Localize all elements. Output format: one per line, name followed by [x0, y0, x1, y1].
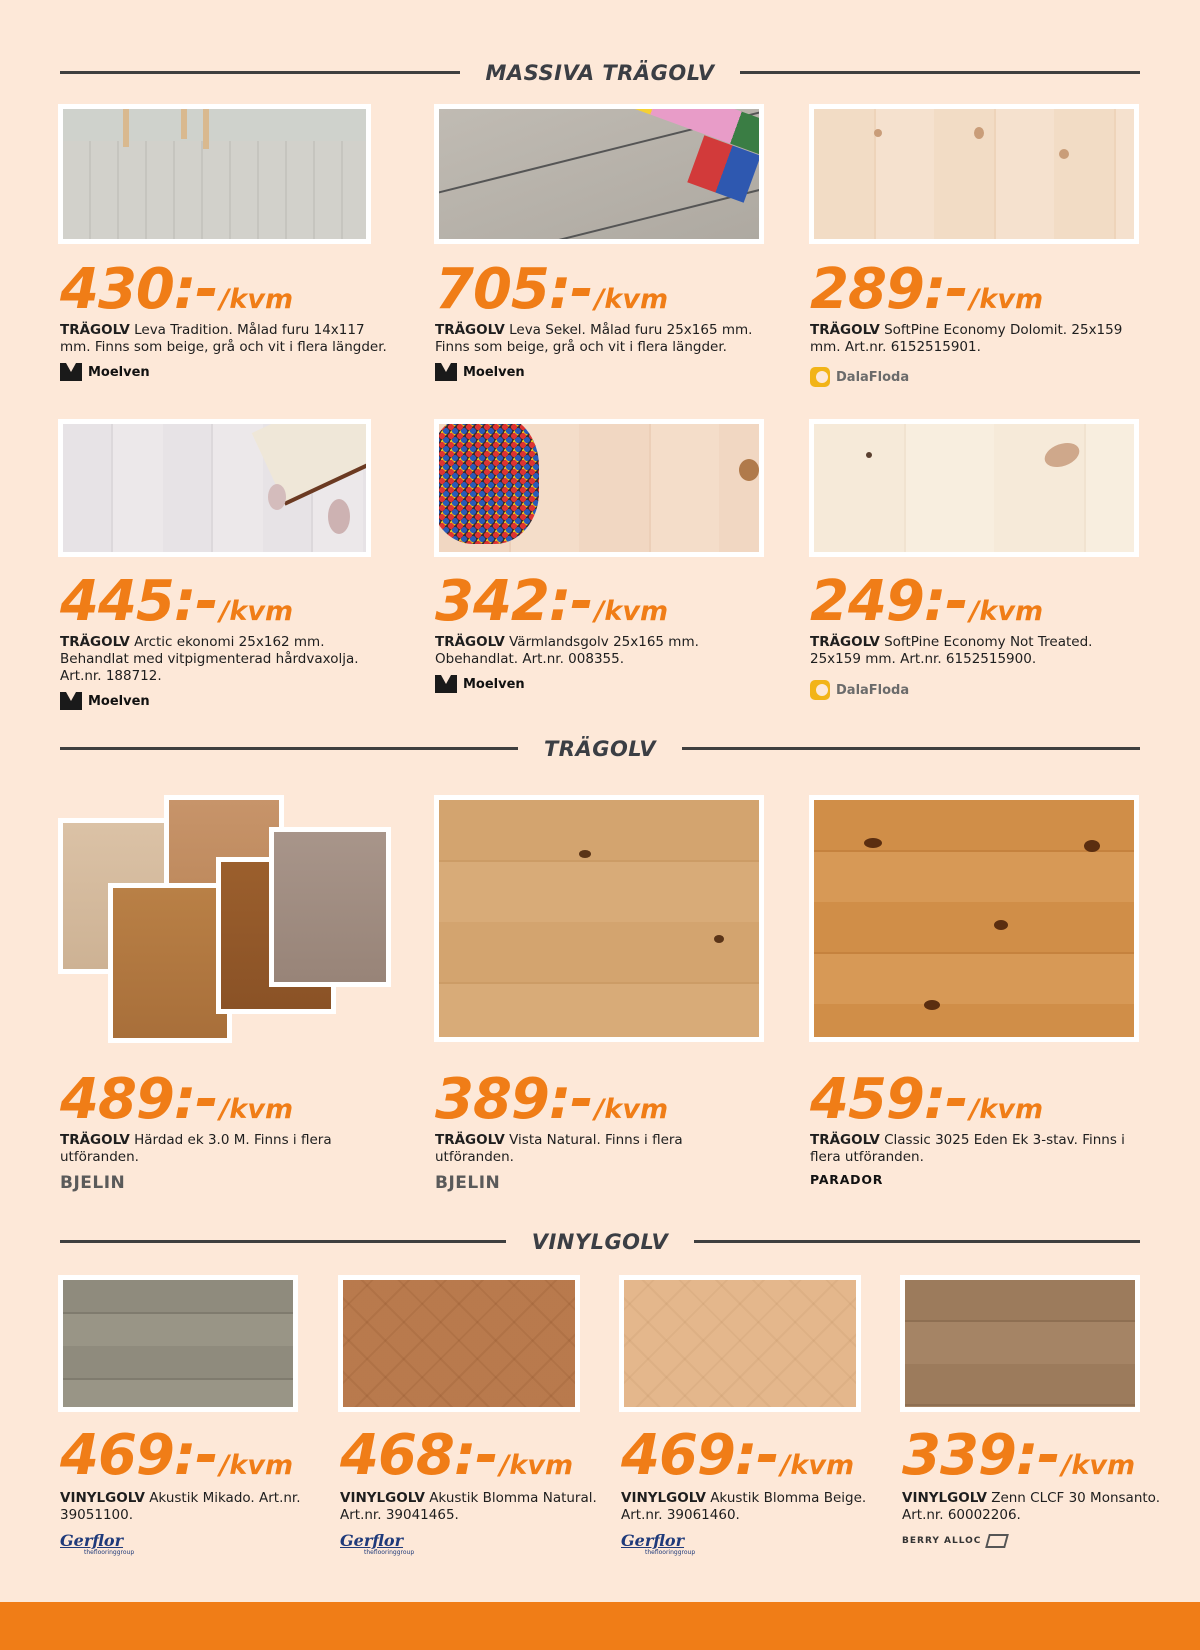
section-massiva-heading	[60, 58, 1140, 88]
price: 469:-/kvm	[60, 1423, 294, 1488]
brand-logo-moelven: Moelven	[435, 675, 525, 693]
moelven-icon	[435, 675, 457, 693]
price: 249:-/kvm	[810, 569, 1044, 634]
brand-logo-gerflor: Gerflor theflooringgroup	[60, 1531, 135, 1556]
section-title: VINYLGOLV	[506, 1230, 695, 1254]
section-title: TRÄGOLV	[518, 737, 682, 761]
product-description: TRÄGOLV Härdad ek 3.0 M. Finns i flera utföranden.	[60, 1132, 332, 1165]
footer-bar	[0, 1602, 1200, 1650]
product-image[interactable]	[809, 419, 1139, 557]
price: 705:-/kvm	[435, 257, 669, 322]
product-image[interactable]	[269, 827, 391, 987]
product-image[interactable]	[338, 1275, 580, 1412]
product-description: TRÄGOLV SoftPine Economy Dolomit. 25x159 mm. Art.nr. 6152515901.	[810, 322, 1123, 355]
price: 339:-/kvm	[902, 1423, 1136, 1488]
product-image[interactable]	[619, 1275, 861, 1412]
price: 389:-/kvm	[435, 1067, 669, 1132]
price: 430:-/kvm	[60, 257, 294, 322]
section-title: MASSIVA TRÄGOLV	[460, 61, 741, 85]
brand-logo-dalafloda: DalaFloda	[810, 367, 909, 387]
brand-logo-moelven: Moelven	[60, 692, 150, 710]
price: 459:-/kvm	[810, 1067, 1044, 1132]
berry-alloc-icon	[986, 1534, 1010, 1548]
price: 445:-/kvm	[60, 569, 294, 634]
brand-logo-bjelin: BJELIN	[60, 1173, 126, 1193]
product-image[interactable]	[434, 419, 764, 557]
product-description: VINYLGOLV Akustik Blomma Beige. Art.nr. 39061460.	[621, 1490, 867, 1523]
section-tragolv-heading	[60, 734, 1140, 764]
product-image[interactable]	[58, 1275, 298, 1412]
product-image[interactable]	[809, 104, 1139, 244]
dalafloda-icon	[810, 680, 830, 700]
product-description: TRÄGOLV Leva Sekel. Målad furu 25x165 mm. Finns som beige, grå och vit i flera längder.	[435, 322, 753, 355]
product-description: TRÄGOLV SoftPine Economy Not Treated. 25x159 mm. Art.nr. 6152515900.	[810, 634, 1093, 667]
brand-logo-bjelin: BJELIN	[435, 1173, 501, 1193]
product-description: VINYLGOLV Akustik Blomma Natural. Art.nr. 39041465.	[340, 1490, 597, 1523]
product-description: TRÄGOLV Vista Natural. Finns i flera utföranden.	[435, 1132, 683, 1165]
brand-logo-moelven: Moelven	[435, 363, 525, 381]
product-image[interactable]	[434, 104, 764, 244]
product-description: TRÄGOLV Leva Tradition. Målad furu 14x117 mm. Finns som beige, grå och vit i flera längder.	[60, 322, 387, 355]
moelven-icon	[60, 363, 82, 381]
product-description: VINYLGOLV Zenn CLCF 30 Monsanto. Art.nr. 60002206.	[902, 1490, 1160, 1523]
price: 469:-/kvm	[621, 1423, 855, 1488]
product-image[interactable]	[809, 795, 1139, 1042]
product-description: VINYLGOLV Akustik Mikado. Art.nr. 39051100.	[60, 1490, 301, 1523]
product-description: TRÄGOLV Arctic ekonomi 25x162 mm. Behandlat med vitpigmenterad hårdvaxolja. Art.nr. 188712.	[60, 634, 359, 684]
product-description: TRÄGOLV Värmlandsgolv 25x165 mm. Obehandlat. Art.nr. 008355.	[435, 634, 699, 667]
product-image[interactable]	[58, 104, 371, 244]
product-image[interactable]	[900, 1275, 1140, 1412]
product-image[interactable]	[58, 419, 371, 557]
moelven-icon	[435, 363, 457, 381]
section-vinyl-heading	[60, 1227, 1140, 1257]
price: 289:-/kvm	[810, 257, 1044, 322]
dalafloda-icon	[810, 367, 830, 387]
brand-logo-gerflor: Gerflor theflooringgroup	[621, 1531, 696, 1556]
brand-logo-moelven: Moelven	[60, 363, 150, 381]
price: 468:-/kvm	[340, 1423, 574, 1488]
product-image[interactable]	[434, 795, 764, 1042]
brand-logo-gerflor: Gerflor theflooringgroup	[340, 1531, 415, 1556]
product-image[interactable]	[108, 883, 232, 1043]
brand-logo-parador: PARADOR	[810, 1172, 884, 1187]
brand-logo-berry-alloc: BERRY ALLOC	[902, 1534, 1007, 1548]
moelven-icon	[60, 692, 82, 710]
brand-logo-dalafloda: DalaFloda	[810, 680, 909, 700]
price: 489:-/kvm	[60, 1067, 294, 1132]
product-description: TRÄGOLV Classic 3025 Eden Ek 3-stav. Finns i flera utföranden.	[810, 1132, 1125, 1165]
price: 342:-/kvm	[435, 569, 669, 634]
